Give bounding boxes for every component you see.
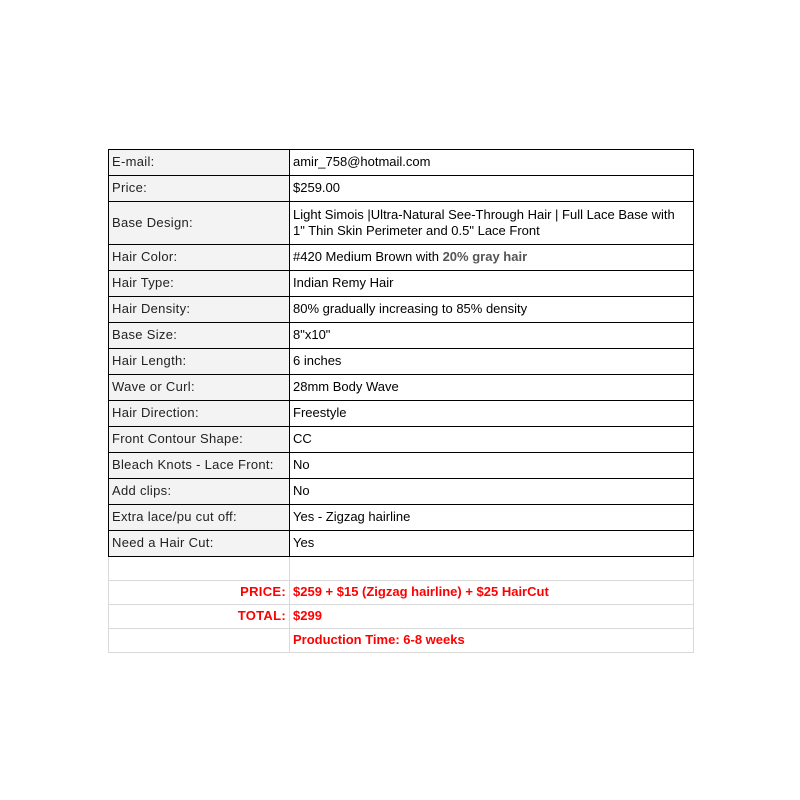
add-clips-value: No <box>290 479 694 505</box>
hair-type-label: Hair Type: <box>109 271 290 297</box>
order-details-table <box>108 149 694 653</box>
row-add-clips <box>109 479 694 505</box>
row-price-summary <box>109 581 694 605</box>
price-summary-value: $259 + $15 (Zigzag hairline) + $25 HairCut <box>290 581 694 605</box>
row-production-time <box>109 629 694 653</box>
base-design-label: Base Design: <box>109 202 290 245</box>
hair-type-value: Indian Remy Hair <box>290 271 694 297</box>
hair-color-gray-note: 20% gray hair <box>442 249 528 264</box>
row-extra-lace <box>109 505 694 531</box>
row-hair-density <box>109 297 694 323</box>
row-wave-curl <box>109 375 694 401</box>
row-hair-color <box>109 245 694 271</box>
wave-curl-label: Wave or Curl: <box>109 375 290 401</box>
add-clips-label: Add clips: <box>109 479 290 505</box>
hair-length-value: 6 inches <box>290 349 694 375</box>
row-total <box>109 605 694 629</box>
row-email <box>109 150 694 176</box>
production-time-value: Production Time: 6-8 weeks <box>290 629 694 653</box>
email-label: E-mail: <box>109 150 290 176</box>
spacer-label-cell <box>109 557 290 581</box>
hair-direction-value: Freestyle <box>290 401 694 427</box>
hair-length-label: Hair Length: <box>109 349 290 375</box>
bleach-knots-value: No <box>290 453 694 479</box>
row-base-size <box>109 323 694 349</box>
base-design-value: Light Simois |Ultra-Natural See-Through Hair | Full Lace Base with 1" Thin Skin Perimeter and 0.5" Lace Front <box>290 202 694 245</box>
hair-color-value <box>290 245 694 271</box>
row-hair-cut <box>109 531 694 557</box>
row-price <box>109 176 694 202</box>
row-hair-direction <box>109 401 694 427</box>
total-label: TOTAL: <box>109 605 290 629</box>
production-time-label-cell <box>109 629 290 653</box>
row-spacer <box>109 557 694 581</box>
price-value: $259.00 <box>290 176 694 202</box>
price-label: Price: <box>109 176 290 202</box>
row-base-design <box>109 202 694 245</box>
hair-direction-label: Hair Direction: <box>109 401 290 427</box>
hair-density-label: Hair Density: <box>109 297 290 323</box>
hair-color-label: Hair Color: <box>109 245 290 271</box>
base-size-label: Base Size: <box>109 323 290 349</box>
hair-color-main: #420 Medium Brown with <box>293 249 443 264</box>
hair-cut-value: Yes <box>290 531 694 557</box>
front-contour-value: CC <box>290 427 694 453</box>
base-size-value: 8"x10" <box>290 323 694 349</box>
extra-lace-label: Extra lace/pu cut off: <box>109 505 290 531</box>
wave-curl-value: 28mm Body Wave <box>290 375 694 401</box>
row-hair-type <box>109 271 694 297</box>
row-front-contour <box>109 427 694 453</box>
spacer-value-cell <box>290 557 694 581</box>
hair-cut-label: Need a Hair Cut: <box>109 531 290 557</box>
front-contour-label: Front Contour Shape: <box>109 427 290 453</box>
bleach-knots-label: Bleach Knots - Lace Front: <box>109 453 290 479</box>
hair-density-value: 80% gradually increasing to 85% density <box>290 297 694 323</box>
row-hair-length <box>109 349 694 375</box>
extra-lace-value: Yes - Zigzag hairline <box>290 505 694 531</box>
total-value: $299 <box>290 605 694 629</box>
price-summary-label: PRICE: <box>109 581 290 605</box>
email-value[interactable]: amir_758@hotmail.com <box>290 150 694 176</box>
row-bleach-knots <box>109 453 694 479</box>
